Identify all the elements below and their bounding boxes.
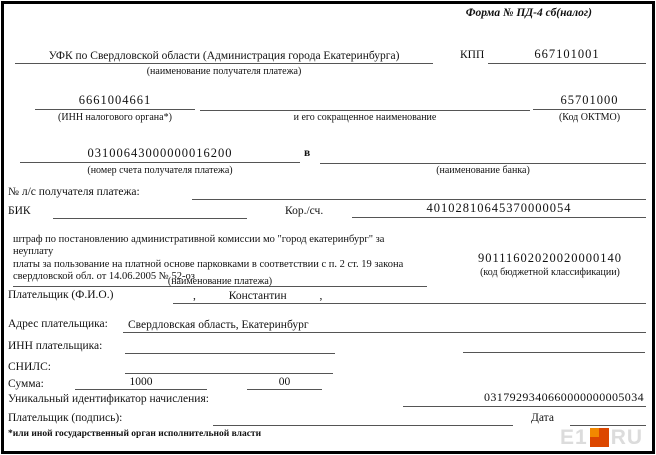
date-label: Дата: [531, 412, 554, 424]
e1ru-logo-square-highlight: [590, 428, 599, 437]
oktmo-caption: (Код ОКТМО): [558, 112, 621, 123]
e1ru-watermark: [560, 427, 643, 448]
form-title: Форма № ПД-4 сб(налог): [465, 7, 592, 19]
payer-name-label: Плательщик (Ф.И.О.): [8, 289, 114, 301]
payer-inn-line-left: [125, 337, 335, 354]
e1ru-logo-square: [590, 428, 609, 447]
payer-address-field: Свердловская область, Екатеринбург: [123, 316, 646, 333]
in-preposition: в: [304, 147, 311, 159]
bik-line: [53, 202, 247, 219]
personal-account-line: [192, 183, 646, 200]
payer-inn-label: ИНН плательщика:: [8, 340, 103, 352]
uin-label: Уникальный идентификатор начисления:: [8, 393, 209, 405]
corr-account-field: 40102810645370000054: [352, 201, 646, 218]
short-name-caption: и его сокращенное наименование: [293, 112, 437, 123]
personal-account-label: № л/с получателя платежа:: [8, 186, 140, 198]
payment-description-line: платы за пользование на платной основе парковками в соответствии с п. 2 ст. 19 закона: [13, 258, 404, 270]
recipient-account-field: 03100643000000016200: [20, 144, 300, 163]
footnote: *или иной государственный орган исполнительной власти: [8, 429, 262, 439]
kbk-caption: (код бюджетной классификации): [480, 267, 620, 278]
oktmo-field: 65701000: [533, 91, 646, 110]
payment-description-line: штраф по постановлению административной комиссии мо "город екатеринбург" за неуплату: [13, 234, 385, 258]
payment-description-line: свердловской обл. от 14.06.2005 № 52-оз: [13, 271, 195, 283]
recipient-account-caption: (номер счета получателя платежа): [87, 165, 233, 176]
amount-label: Сумма:: [8, 378, 44, 390]
tax-inn-caption: (ИНН налогового органа*): [58, 112, 172, 123]
corr-account-label: Кор./сч.: [285, 205, 324, 217]
tax-inn-field: 6661004661: [35, 91, 195, 110]
snils-line: [125, 357, 333, 374]
signature-line: [213, 409, 513, 426]
kpp-field: 667101001: [488, 45, 646, 64]
amount-rub-field: 1000: [75, 374, 207, 390]
bank-name-caption: (наименование банка): [436, 165, 530, 176]
signature-label: Плательщик (подпись):: [8, 412, 123, 424]
date-line: [570, 409, 646, 426]
payer-name-value: , Константин ,: [193, 290, 323, 302]
payer-address-label: Адрес плательщика:: [8, 318, 108, 330]
bik-label: БИК: [8, 205, 31, 217]
e1ru-watermark-right-text: RU: [610, 426, 644, 449]
snils-label: СНИЛС:: [8, 361, 51, 373]
uin-field: 0317929340660000000005034: [403, 390, 646, 407]
bank-name-line: [320, 144, 646, 164]
kpp-label: КПП: [460, 49, 485, 61]
amount-kop-field: 00: [247, 374, 322, 390]
recipient-name-caption: (наименование получателя платежа): [146, 66, 302, 77]
payer-inn-line-right: [463, 336, 645, 353]
short-name-line: [200, 91, 530, 111]
kbk-field: 90111602020020000140: [477, 251, 623, 265]
payment-description-caption: (наименование платежа): [167, 276, 273, 287]
payer-name-field: [173, 287, 646, 304]
e1ru-watermark-left-text: E1: [560, 426, 588, 449]
recipient-name-field: УФК по Свердловской области (Администрация города Екатеринбурга): [15, 47, 433, 64]
